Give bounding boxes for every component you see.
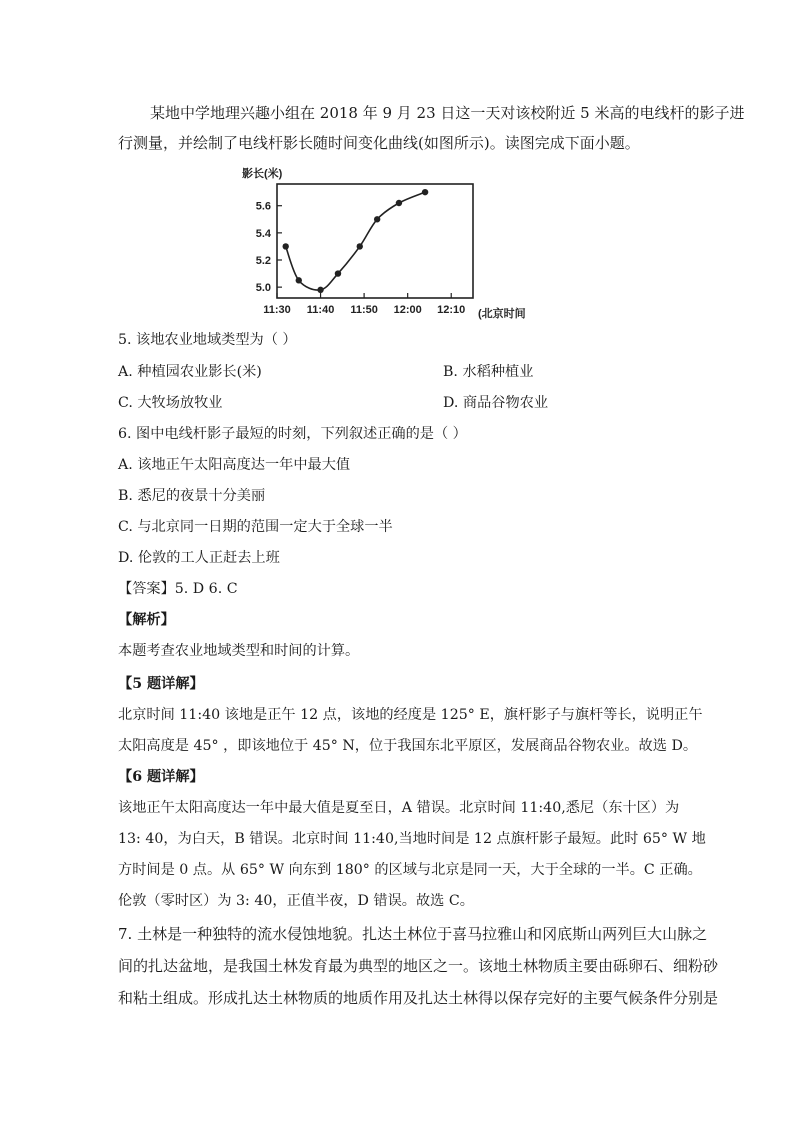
analysis-heading: 【解析】 xyxy=(118,612,175,628)
data-point xyxy=(357,243,363,249)
plot-frame xyxy=(277,184,473,298)
x-tick-label: 12:00 xyxy=(393,304,422,316)
q6-stem: 6. 图中电线杆影子最短的时刻，下列叙述正确的是（ ） xyxy=(118,426,467,442)
x-tick-label: 11:30 xyxy=(263,304,291,316)
x-tick-label: 11:50 xyxy=(350,304,378,316)
y-tick-label: 5.2 xyxy=(255,255,271,267)
q6-option-b: B. 悉尼的夜景十分美丽 xyxy=(118,488,266,504)
data-point xyxy=(335,270,341,276)
q6-detail-line-1: 该地正午太阳高度达一年中最大值是夏至日，A 错误。北京时间 11:40,悉尼（东十区）为 xyxy=(118,800,680,816)
y-tick-label: 5.6 xyxy=(255,200,271,213)
q7-line-2: 间的扎达盆地，是我国土林发育最为典型的地区之一。该地土林物质主要由砾卵石、细粉砂 xyxy=(118,957,719,975)
q6-detail-line-2: 13: 40，为白天，B 错误。北京时间 11:40,当地时间是 12 点旗杆影子最短。此时 65° W 地 xyxy=(118,831,706,847)
q6-option-d: D. 伦敦的工人正赶去上班 xyxy=(118,550,280,566)
y-tick-label: 5.0 xyxy=(255,282,271,295)
q5-option-a: A. 种植园农业影长(米) xyxy=(118,364,262,380)
q5-detail-line-1: 北京时间 11:40 该地是正午 12 点，该地的经度是 125° E，旗杆影子与旗杆等长，说明正午 xyxy=(118,707,703,723)
shadow-curve xyxy=(286,192,425,290)
data-point xyxy=(296,277,302,283)
q5-detail-heading: 【5 题详解】 xyxy=(118,676,204,692)
q7-line-1: 7. 土林是一种独特的流水侵蚀地貌。扎达土林位于喜马拉雅山和冈底斯山两列巨大山脉之 xyxy=(118,925,708,943)
q5-option-d: D. 商品谷物农业 xyxy=(443,395,549,411)
intro-line-2: 行测量，并绘制了电线杆影长随时间变化曲线(如图所示)。读图完成下面小题。 xyxy=(118,134,640,152)
y-axis-label: 影长(米) xyxy=(242,168,283,180)
q6-detail-heading: 【6 题详解】 xyxy=(118,769,204,785)
q5-option-c: C. 大牧场放牧业 xyxy=(118,395,223,411)
data-point xyxy=(283,243,289,249)
data-point xyxy=(317,287,323,293)
data-point xyxy=(374,216,380,222)
data-point xyxy=(422,189,428,195)
x-axis-label: (北京时间 xyxy=(478,308,526,320)
shadow-length-chart xyxy=(235,160,565,320)
q7-line-3: 和粘土组成。形成扎达土林物质的地质作用及扎达土林得以保存完好的主要气候条件分别是 xyxy=(118,989,719,1007)
data-point xyxy=(396,200,402,206)
data-points xyxy=(283,189,429,293)
y-tick-label: 5.4 xyxy=(255,227,271,240)
q5-option-b: B. 水稻种植业 xyxy=(443,364,534,380)
q6-detail-line-4: 伦敦（零时区）为 3: 40，正值半夜，D 错误。故选 C。 xyxy=(118,893,474,909)
answer: 【答案】5. D 6. C xyxy=(118,581,238,597)
x-ticks xyxy=(263,293,465,316)
x-tick-label: 12:10 xyxy=(437,304,466,316)
intro-line-1: 某地中学地理兴趣小组在 2018 年 9 月 23 日这一天对该校附近 5 米高的电线杆的影子进 xyxy=(150,104,745,122)
y-ticks xyxy=(256,201,282,294)
q6-option-a: A. 该地正午太阳高度达一年中最大值 xyxy=(118,457,351,473)
x-tick-label: 11:40 xyxy=(306,304,335,316)
q6-option-c: C. 与北京同一日期的范围一定大于全球一半 xyxy=(118,519,393,535)
q5-detail-line-2: 太阳高度是 45° ，即该地位于 45° N，位于我国东北平原区，发展商品谷物农业。故选 D。 xyxy=(118,738,698,754)
analysis-text: 本题考查农业地域类型和时间的计算。 xyxy=(118,643,360,659)
q6-detail-line-3: 方时间是 0 点。从 65° W 向东到 180° 的区域与北京是同一天，大于全球的一半。C 正确。 xyxy=(118,862,702,878)
q5-stem: 5. 该地农业地域类型为（ ） xyxy=(118,332,297,348)
